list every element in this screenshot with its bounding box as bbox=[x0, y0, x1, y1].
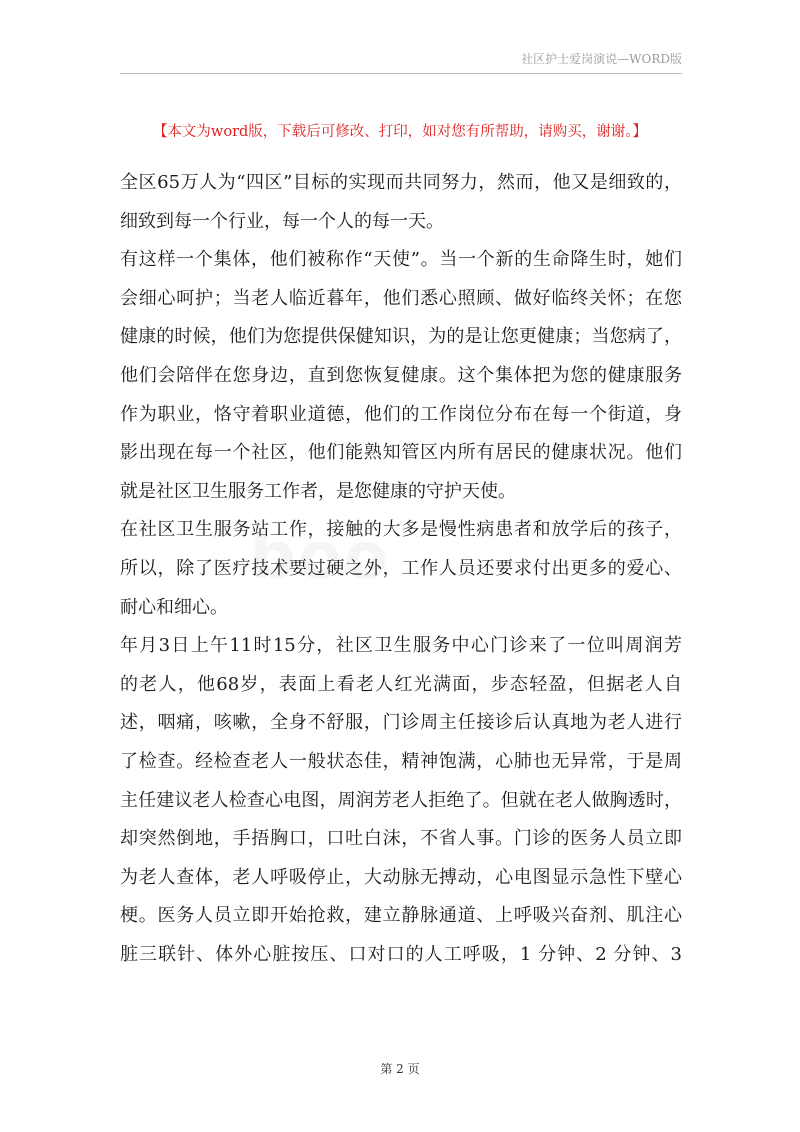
text-line: 有这样一个集体，他们被称作“天使”。当一个新的生命降生时，她们 bbox=[120, 249, 682, 271]
text-line: 全区65万人为“四区”目标的实现而共同努力，然而，他又是细致的， bbox=[120, 172, 682, 193]
page-footer bbox=[0, 1060, 800, 1077]
page-number: 第 2 页 bbox=[380, 1062, 420, 1076]
text-line: 脏三联针、体外心脏按压、口对口的人工呼吸，1 分钟、2 分钟、3 bbox=[120, 943, 682, 965]
text-line: 他们会陪伴在您身边，直到您恢复健康。这个集体把为您的健康服务 bbox=[120, 364, 682, 386]
download-notice: 【本文为word版，下载后可修改、打印，如对您有所帮助，请购买，谢谢。】 bbox=[152, 124, 648, 140]
text-line: 健康的时候，他们为您提供保健知识，为的是让您更健康；当您病了， bbox=[120, 326, 682, 348]
watermark: boo bbox=[250, 520, 390, 594]
text-line: 年月3日上午11时15分，社区卫生服务中心门诊来了一位叫周润芳 bbox=[120, 635, 682, 657]
page-header bbox=[120, 50, 682, 74]
document-body bbox=[120, 164, 682, 974]
header-title: 社区护士爱岗演说—WORD版 bbox=[521, 52, 682, 66]
text-line: 会细心呵护；当老人临近暮年，他们悉心照顾、做好临终关怀；在您 bbox=[120, 287, 682, 309]
text-line: 梗。医务人员立即开始抢救，建立静脉通道、上呼吸兴奋剂、肌注心 bbox=[120, 905, 682, 927]
text-line: 却突然倒地，手捂胸口，口吐白沫，不省人事。门诊的医务人员立即 bbox=[120, 828, 682, 850]
text-line: 所以，除了医疗技术要过硬之外，工作人员还要求付出更多的爱心、 bbox=[120, 557, 682, 579]
text-line: 主任建议老人检查心电图，周润芳老人拒绝了。但就在老人做胸透时， bbox=[120, 789, 682, 811]
text-line: 耐心和细心。 bbox=[120, 596, 228, 618]
text-line: 影出现在每一个社区，他们能熟知管区内所有居民的健康状况。他们 bbox=[120, 442, 682, 464]
text-line: 在社区卫生服务站工作，接触的大多是慢性病患者和放学后的孩子， bbox=[120, 519, 682, 541]
paragraph-4 bbox=[120, 627, 682, 974]
paragraph-2 bbox=[120, 241, 682, 511]
paragraph-1 bbox=[120, 164, 682, 241]
text-line: 为老人查体，老人呼吸停止，大动脉无搏动，心电图显示急性下壁心 bbox=[120, 866, 682, 888]
text-line: 的老人，他68岁，表面上看老人红光满面，步态轻盈，但据老人自 bbox=[120, 673, 682, 695]
text-line: 作为职业，恪守着职业道德，他们的工作岗位分布在每一个街道，身 bbox=[120, 403, 682, 425]
text-line: 就是社区卫生服务工作者，是您健康的守护天使。 bbox=[120, 480, 516, 502]
text-line: 细致到每一个行业，每一个人的每一天。 bbox=[120, 210, 444, 232]
paragraph-3 bbox=[120, 511, 682, 627]
text-line: 述，咽痛，咳嗽，全身不舒服，门诊周主任接诊后认真地为老人进行 bbox=[120, 712, 682, 734]
text-line: 了检查。经检查老人一般状态佳，精神饱满，心肺也无异常，于是周 bbox=[120, 750, 682, 772]
